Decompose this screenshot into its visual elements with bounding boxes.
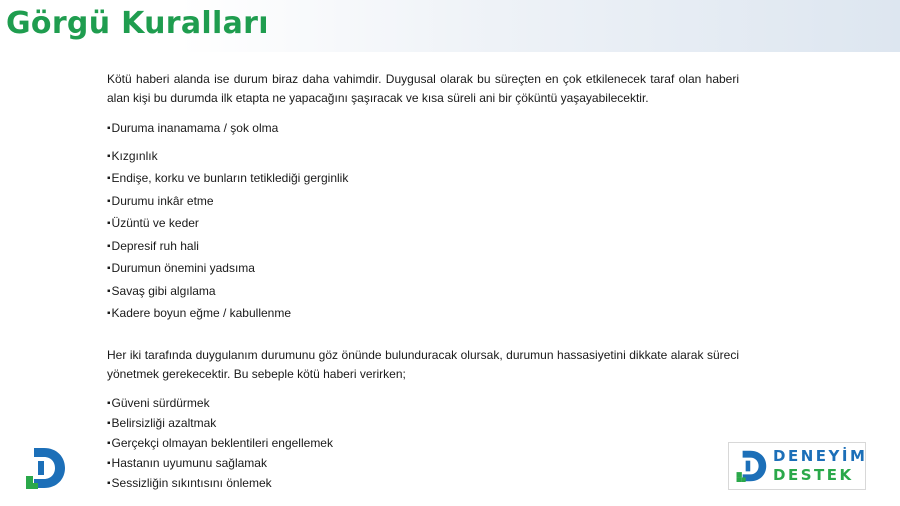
slide-content	[107, 70, 739, 494]
list-item: ▪ Duruma inanamama / şok olma	[107, 118, 739, 141]
brand-line-2: DESTEK	[773, 466, 854, 484]
reactions-list	[107, 146, 739, 326]
list-item: ▪ Sessizliğin sıkıntısını önlemek	[107, 474, 739, 494]
list-item: ▪ Gerçekçi olmayan beklentileri engellemek	[107, 434, 739, 454]
list-item: ▪ Belirsizliği azaltmak	[107, 414, 739, 434]
list-item: ▪ Durumu inkâr etme	[107, 191, 739, 214]
list-item: ▪ Kadere boyun eğme / kabullenme	[107, 303, 739, 326]
list-item: ▪ Güveni sürdürmek	[107, 394, 739, 414]
first-list	[107, 118, 739, 141]
intro-paragraph: Kötü haberi alanda ise durum biraz daha vahimdir. Duygusal olarak bu süreçten en çok etkilenecek taraf olan haberi alan kişi bu durumda ilk etapta ne yapacağını şaşıracak ve kısa süreli ani bir çöküntü yaşayabilecektir.	[107, 72, 739, 105]
list-item: ▪ Kızgınlık	[107, 146, 739, 169]
deneyim-destek-logo-icon	[728, 442, 866, 490]
page-title: Görgü Kuralları	[6, 6, 269, 41]
dd-logo-icon	[24, 446, 66, 490]
brand-line-1: DENEYİM	[773, 447, 868, 465]
list-item: ▪ Savaş gibi algılama	[107, 281, 739, 304]
list-item: ▪ Hastanın uyumunu sağlamak	[107, 454, 739, 474]
list-item: ▪ Üzüntü ve keder	[107, 213, 739, 236]
dd-mark-icon	[735, 448, 767, 484]
goals-list	[107, 394, 739, 494]
list-item: ▪ Durumun önemini yadsıma	[107, 258, 739, 281]
list-item: ▪ Endişe, korku ve bunların tetiklediği gerginlik	[107, 168, 739, 191]
brand-wordmark	[773, 447, 867, 485]
list-item: ▪ Depresif ruh hali	[107, 236, 739, 259]
second-paragraph: Her iki tarafında duygulanım durumunu göz önünde bulunduracak olursak, durumun hassasiyetini dikkate alarak süreci yönetmek gerekecektir. Bu sebeple kötü haberi verirken;	[107, 347, 739, 381]
